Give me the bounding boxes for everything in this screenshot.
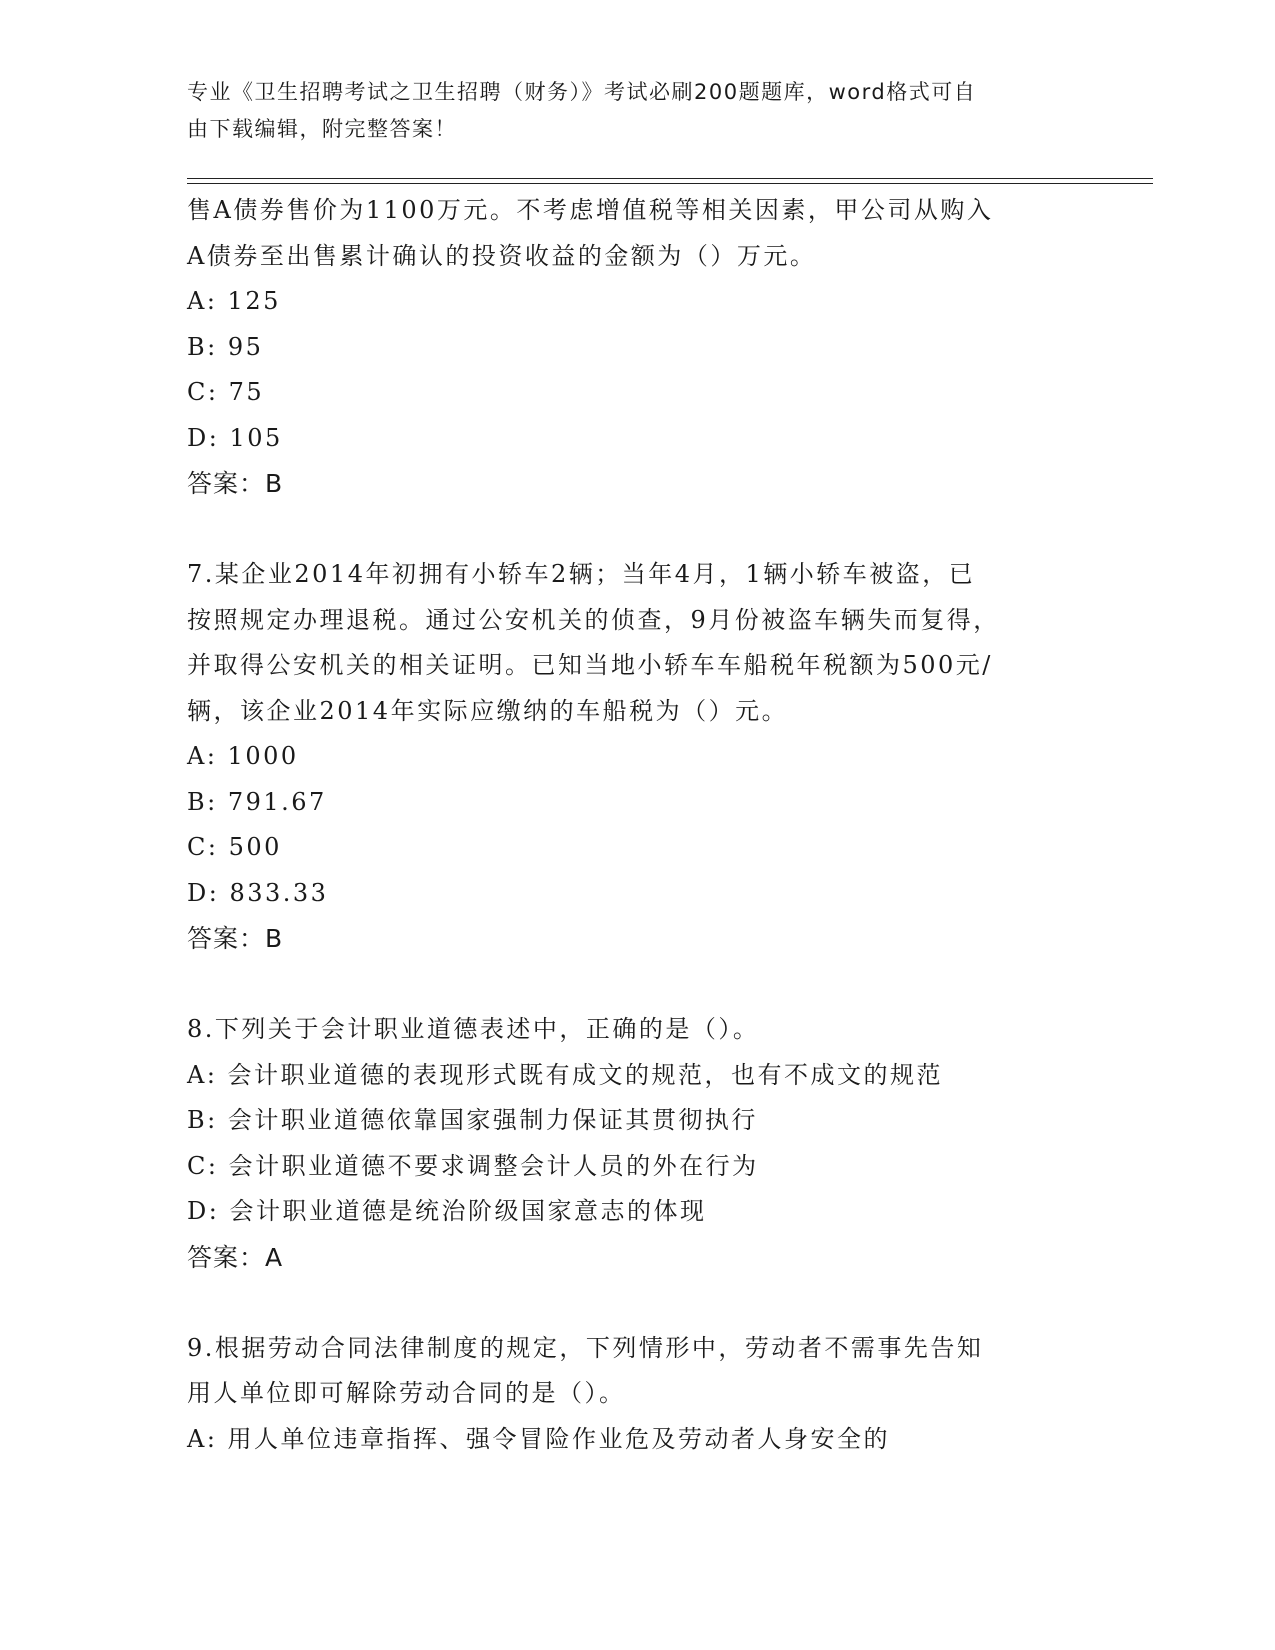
question-stem-line: 辆，该企业2014年实际应缴纳的车船税为（）元。 xyxy=(187,696,789,725)
option-d: D: 833.33 xyxy=(187,878,329,907)
answer-label: 答案：A xyxy=(187,1242,284,1272)
option-b: B: 791.67 xyxy=(187,787,327,816)
option-c: C: 会计职业道德不要求调整会计人员的外在行为 xyxy=(187,1151,759,1180)
question-content xyxy=(187,188,1087,1462)
question-stem-line: 并取得公安机关的相关证明。已知当地小轿车车船税年税额为500元/ xyxy=(187,651,993,679)
spacer xyxy=(187,1280,1087,1326)
spacer xyxy=(187,962,1087,1008)
question-stem-line: 按照规定办理退税。通过公安机关的侦查，9月份被盗车辆失而复得， xyxy=(187,605,1000,634)
option-b: B: 95 xyxy=(187,332,264,361)
option-a: A: 1000 xyxy=(187,742,299,770)
page-header xyxy=(187,74,1067,148)
answer-label: 答案：B xyxy=(187,469,284,498)
question-stem-line: 8.下列关于会计职业道德表述中，正确的是（）。 xyxy=(187,1015,760,1043)
option-a: A: 125 xyxy=(187,287,281,315)
option-a: A: 用人单位违章指挥、强令冒险作业危及劳动者人身安全的 xyxy=(187,1424,891,1453)
option-c: C: 500 xyxy=(187,833,282,861)
header-divider-top xyxy=(187,178,1153,179)
question-stem-line: A债券至出售累计确认的投资收益的金额为（）万元。 xyxy=(187,241,817,270)
question-8 xyxy=(187,1007,1087,1280)
question-stem-line: 用人单位即可解除劳动合同的是（）。 xyxy=(187,1379,626,1407)
question-stem-line: 9.根据劳动合同法律制度的规定，下列情形中，劳动者不需事先告知 xyxy=(187,1333,984,1362)
header-line-1: 专业《卫生招聘考试之卫生招聘（财务）》考试必刷200题题库，word格式可自 xyxy=(187,80,977,104)
option-b: B: 会计职业道德依靠国家强制力保证其贯彻执行 xyxy=(187,1106,758,1134)
spacer xyxy=(187,507,1087,553)
question-9 xyxy=(187,1326,1087,1463)
question-stem-line: 7.某企业2014年初拥有小轿车2辆；当年4月，1辆小轿车被盗，已 xyxy=(187,560,976,588)
header-divider-bottom xyxy=(187,183,1153,184)
question-7 xyxy=(187,552,1087,962)
option-a: A: 会计职业道德的表现形式既有成文的规范，也有不成文的规范 xyxy=(187,1060,944,1089)
header-line-2: 由下载编辑，附完整答案！ xyxy=(187,117,457,141)
question-stem-line: 售A债券售价为1100万元。不考虑增值税等相关因素，甲公司从购入 xyxy=(187,196,994,224)
answer-label: 答案：B xyxy=(187,924,284,953)
option-d: D: 会计职业道德是统治阶级国家意志的体现 xyxy=(187,1197,707,1225)
option-c: C: 75 xyxy=(187,378,265,406)
question-6 xyxy=(187,188,1087,507)
option-d: D: 105 xyxy=(187,423,283,452)
